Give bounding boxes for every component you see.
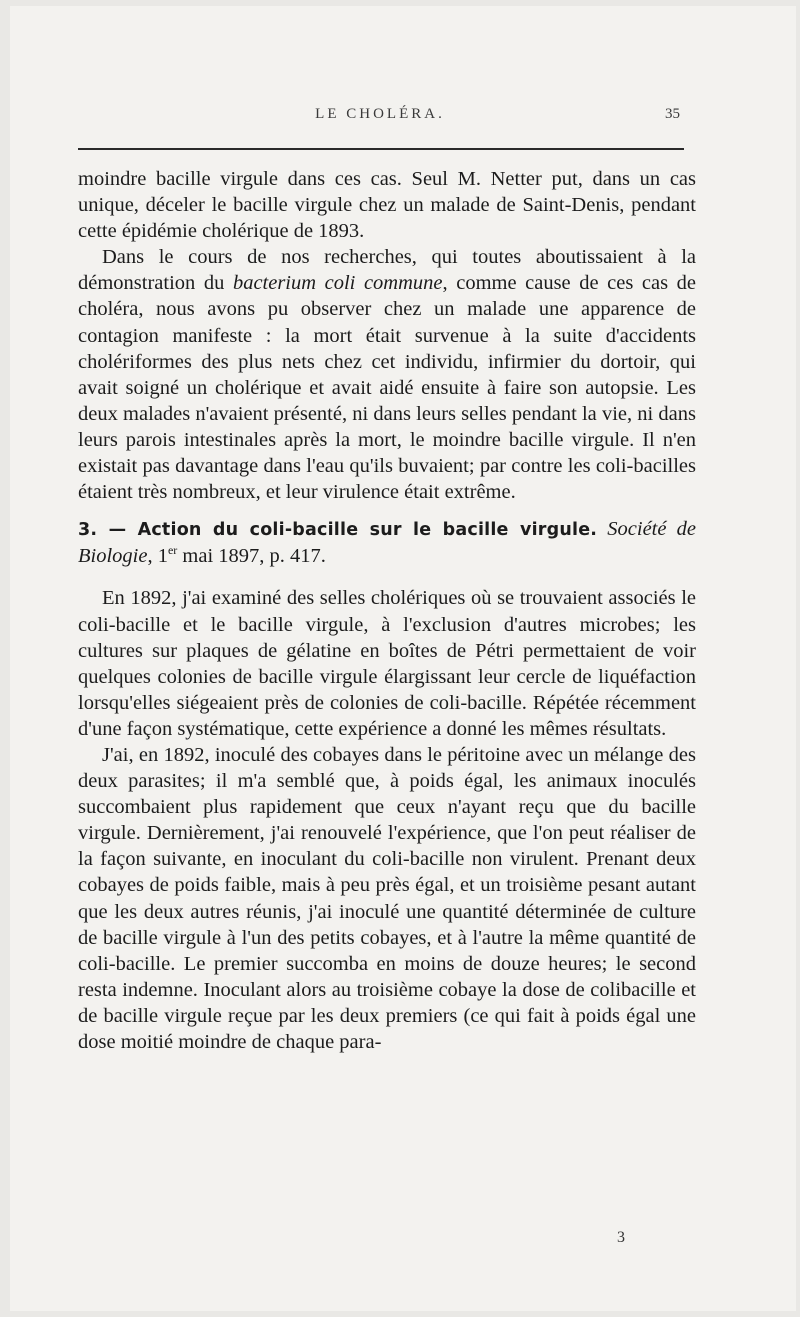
text-run: , comme cause de ces cas de choléra, nous avons pu observer chez un malade une apparence de contagion manifeste : la mort était survenue à la suite d'accidents cholériformes des plus nets chez cet individu, infirmier du dortoir, qui avait soigné un cholérique et avait aidé ensuite à faire son autopsie. Les deux malades n'avaient présenté, ni dans leurs selles pendant la vie, ni dans leurs parois intestinales après la mort, le moindre bacille virgule. Il n'en existait pas davantage dans l'eau qu'ils buvaient; par contre les coli-bacilles étaient très nombreux, et leur virulence était extrême.: [78, 272, 696, 504]
signature-mark: 3: [617, 1229, 625, 1246]
page-header: [78, 106, 682, 130]
text-run: Dans le cours de nos recherches, qui toutes aboutissaient à la démonstration du: [78, 246, 696, 295]
italic-term: bacterium coli commune: [232, 272, 443, 295]
source-journal: Société de Biologie: [78, 518, 696, 568]
body-text: [78, 166, 696, 1055]
source-date: mai 1897, p. 417.: [177, 545, 326, 568]
paragraph: [78, 244, 696, 505]
running-title: LE CHOLÉRA.: [315, 106, 445, 122]
section-title: Action du coli-bacille sur le bacille virgule.: [137, 520, 598, 541]
page-number: 35: [665, 106, 680, 122]
date-pre: , 1: [147, 545, 168, 568]
date-sup: er: [167, 543, 178, 558]
paragraph: moindre bacille virgule dans ces cas. Seul M. Netter put, dans un cas unique, déceler le bacille virgule chez un malade de Saint-Denis, pendant cette épidémie cholérique de 1893.: [78, 168, 696, 243]
section-number: 3. —: [78, 520, 138, 541]
section-heading: [78, 516, 696, 569]
header-rule: [78, 148, 684, 150]
paragraph: J'ai, en 1892, inoculé des cobayes dans le péritoine avec un mélange des deux parasites; il m'a semblé que, à poids égal, les animaux inoculés succombaient plus rapidement que ceux n'ayant reçu que du bacille virgule. Dernièrement, j'ai renouvelé l'expérience, que l'on peut réaliser de la façon suivante, en inoculant du coli-bacille non virulent. Prenant deux cobayes de poids faible, mais à peu près égal, et un troisième pesant autant que les deux autres réunis, j'ai inoculé une quantité déterminée de culture de bacille virgule à l'un des petits cobayes, et à l'autre la même quantité de coli-bacille. Le premier succomba en moins de douze heures; le second resta indemne. Inoculant alors au troisième cobaye la dose de colibacille et de bacille virgule reçue par les deux premiers (ce qui fait à poids égal une dose moitié moindre de chaque para-: [78, 743, 696, 1053]
paragraph: En 1892, j'ai examiné des selles cholériques où se trouvaient associés le coli-bacille et le bacille virgule, à l'exclusion d'autres microbes; les cultures sur plaques de gélatine en boîtes de Pétri permettaient de voir quelques colonies de bacille virgule élargissant leur cercle de liquéfaction lorsqu'elles siégeaient près de colonies de coli-bacille. Répétée récemment d'une façon systématique, cette expérience a donné les mêmes résultats.: [78, 587, 696, 740]
